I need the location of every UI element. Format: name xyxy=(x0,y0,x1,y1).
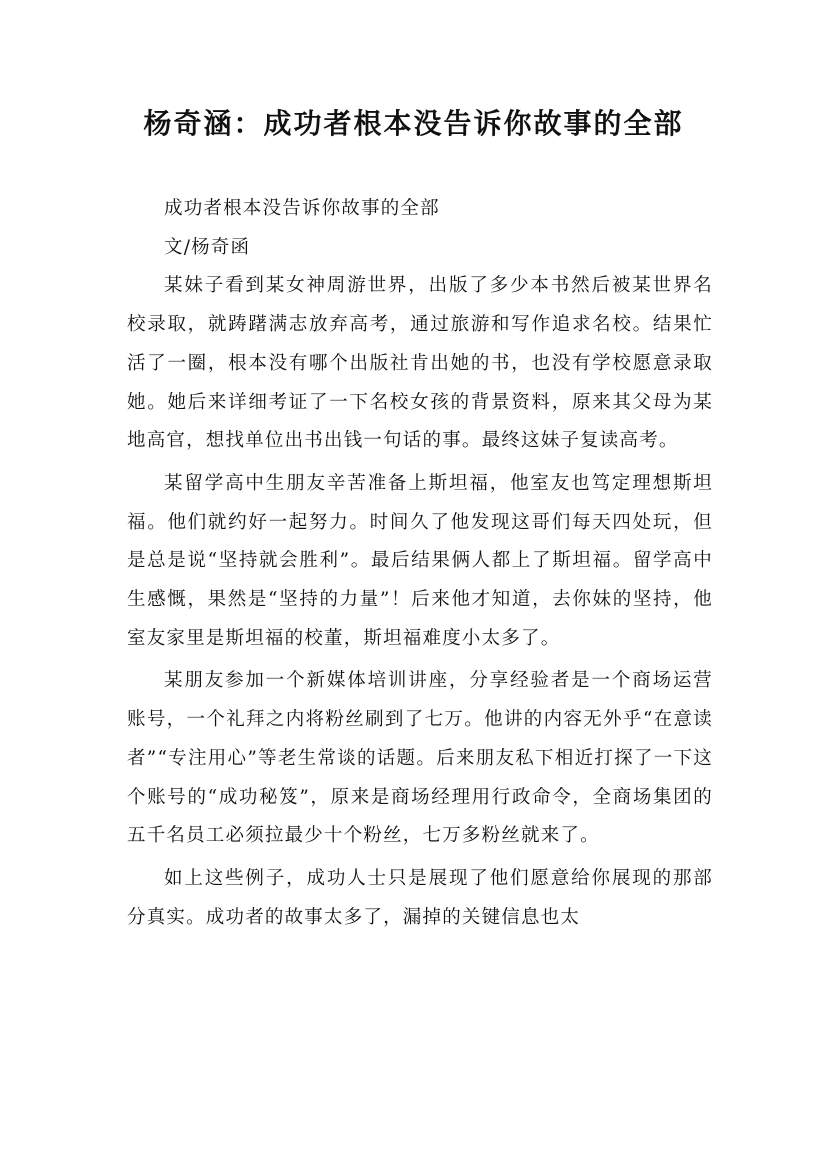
byline: 文/杨奇函 xyxy=(164,236,251,258)
paragraph-4: 如上这些例子，成功人士只是展现了他们愿意给你展现的那部分真实。成功者的故事太多了，漏掉的关键信息也太 xyxy=(127,867,713,928)
subtitle-line: 成功者根本没告诉你故事的全部 xyxy=(164,198,440,219)
paragraph-2: 某留学高中生朋友辛苦准备上斯坦福，他室友也笃定理想斯坦福。他们就约好一起努力。时间久了他发现这哥们每天四处玩，但是总是说“坚持就会胜利”。最后结果俩人都上了斯坦福。留学高中生感慨，果然是“坚持的力量”！后来他才知道，去你妹的坚持，他室友家里是斯坦福的校董，斯坦福难度小太多了。 xyxy=(127,472,713,649)
paragraph-1: 某妹子看到某女神周游世界，出版了多少本书然后被某世界名校录取，就踌躇满志放弃高考，通过旅游和写作追求名校。结果忙活了一圈，根本没有哪个出版社肯出她的书，也没有学校愿意录取她。她后来详细考证了一下名校女孩的背景资料，原来其父母为某地高官，想找单位出书出钱一句话的事。最终这妹子复读高考。 xyxy=(127,275,713,452)
article-title: 杨奇涵：成功者根本没告诉你故事的全部 xyxy=(143,107,684,140)
article-body xyxy=(127,190,713,937)
paragraph-3: 某朋友参加一个新媒体培训讲座，分享经验者是一个商场运营账号，一个礼拜之内将粉丝刷到了七万。他讲的内容无外乎“在意读者”“专注用心”等老生常谈的话题。后来朋友私下相近打探了一下这个账号的“成功秘笈”，原来是商场经理用行政命令，全商场集团的五千名员工必须拉最少十个粉丝，七万多粉丝就来了。 xyxy=(127,670,713,847)
